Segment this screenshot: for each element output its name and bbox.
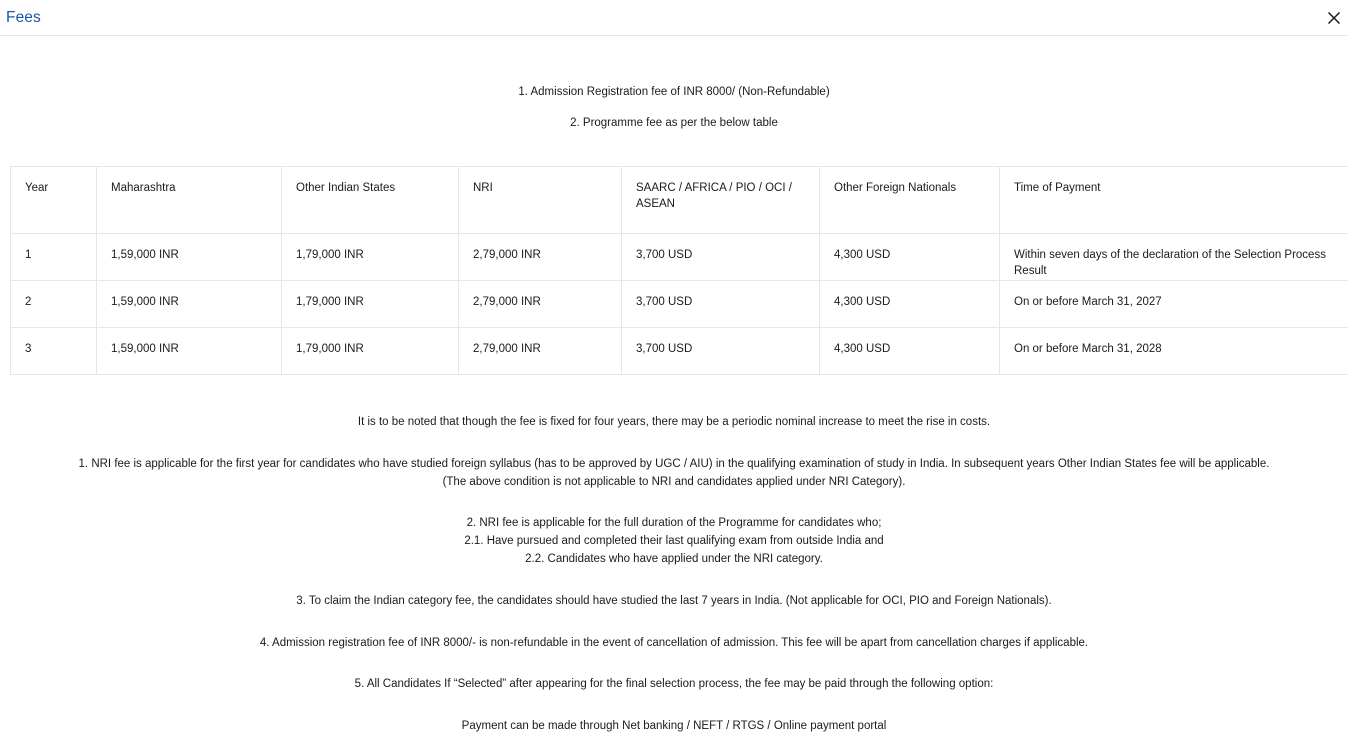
cell-year: 2 <box>11 280 97 327</box>
note-line: 5. All Candidates If “Selected” after appearing for the final selection process, the fee may be paid through the following option: <box>0 676 1348 694</box>
note-block-2 <box>0 515 1348 568</box>
column-header-maharashtra: Maharashtra <box>97 166 282 233</box>
note-line: (The above condition is not applicable to NRI and candidates applied under NRI Category). <box>0 474 1348 492</box>
note-line: 3. To claim the Indian category fee, the candidates should have studied the last 7 years in India. (Not applicable for OCI, PIO and Foreign Nationals). <box>0 593 1348 611</box>
cell-other-indian-states: 1,79,000 INR <box>282 280 459 327</box>
intro-line-2: 2. Programme fee as per the below table <box>0 117 1348 131</box>
cell-year: 3 <box>11 327 97 374</box>
fee-table-container <box>0 166 1348 375</box>
table-row <box>11 280 1348 327</box>
fee-table-head <box>11 166 1348 233</box>
notes-section <box>0 375 1348 736</box>
cell-nri: 2,79,000 INR <box>459 327 622 374</box>
fee-table-body <box>11 233 1348 374</box>
note-block-3 <box>0 593 1348 611</box>
cell-saarc: 3,700 USD <box>622 327 820 374</box>
cell-saarc: 3,700 USD <box>622 233 820 280</box>
note-block-5 <box>0 676 1348 694</box>
table-row <box>11 327 1348 374</box>
close-icon[interactable] <box>1320 5 1348 31</box>
note-line: 1. NRI fee is applicable for the first year for candidates who have studied foreign syllabus (has to be approved by UGC / AIU) in the qualifying examination of study in India. In subsequent years Other Indian States fee will be applicable. <box>0 456 1348 474</box>
page-title: Fees <box>6 10 41 26</box>
cell-other-foreign: 4,300 USD <box>820 280 1000 327</box>
column-header-saarc: SAARC / AFRICA / PIO / OCI / ASEAN <box>622 166 820 233</box>
note-line: 2. NRI fee is applicable for the full duration of the Programme for candidates who; <box>0 515 1348 533</box>
cell-time-of-payment: On or before March 31, 2027 <box>1000 280 1348 327</box>
column-header-other-indian-states: Other Indian States <box>282 166 459 233</box>
note-block-4 <box>0 635 1348 653</box>
note-line: 2.2. Candidates who have applied under the NRI category. <box>0 551 1348 569</box>
note-line: 2.1. Have pursued and completed their last qualifying exam from outside India and <box>0 533 1348 551</box>
column-header-other-foreign-nationals: Other Foreign Nationals <box>820 166 1000 233</box>
cell-time-of-payment: On or before March 31, 2028 <box>1000 327 1348 374</box>
modal-body <box>0 36 1348 736</box>
intro-section <box>0 36 1348 131</box>
cell-nri: 2,79,000 INR <box>459 233 622 280</box>
column-header-year: Year <box>11 166 97 233</box>
note-block-1 <box>0 456 1348 492</box>
note-block-0 <box>0 414 1348 432</box>
cell-time-of-payment: Within seven days of the declaration of the Selection Process Result <box>1000 233 1348 280</box>
cell-saarc: 3,700 USD <box>622 280 820 327</box>
cell-other-indian-states: 1,79,000 INR <box>282 233 459 280</box>
note-line: 4. Admission registration fee of INR 8000/- is non-refundable in the event of cancellation of admission. This fee will be apart from cancellation charges if applicable. <box>0 635 1348 653</box>
note-block-6 <box>0 718 1348 736</box>
cell-maharashtra: 1,59,000 INR <box>97 233 282 280</box>
cell-year: 1 <box>11 233 97 280</box>
note-line: Payment can be made through Net banking / NEFT / RTGS / Online payment portal <box>0 718 1348 736</box>
cell-other-indian-states: 1,79,000 INR <box>282 327 459 374</box>
table-header-row <box>11 166 1348 233</box>
note-line: It is to be noted that though the fee is fixed for four years, there may be a periodic nominal increase to meet the rise in costs. <box>0 414 1348 432</box>
cell-other-foreign: 4,300 USD <box>820 233 1000 280</box>
intro-line-1: 1. Admission Registration fee of INR 8000/ (Non-Refundable) <box>0 86 1348 100</box>
modal-header <box>0 0 1348 36</box>
cell-nri: 2,79,000 INR <box>459 280 622 327</box>
column-header-nri: NRI <box>459 166 622 233</box>
fee-table <box>10 166 1348 375</box>
table-row <box>11 233 1348 280</box>
cell-maharashtra: 1,59,000 INR <box>97 280 282 327</box>
column-header-time-of-payment: Time of Payment <box>1000 166 1348 233</box>
cell-other-foreign: 4,300 USD <box>820 327 1000 374</box>
cell-maharashtra: 1,59,000 INR <box>97 327 282 374</box>
